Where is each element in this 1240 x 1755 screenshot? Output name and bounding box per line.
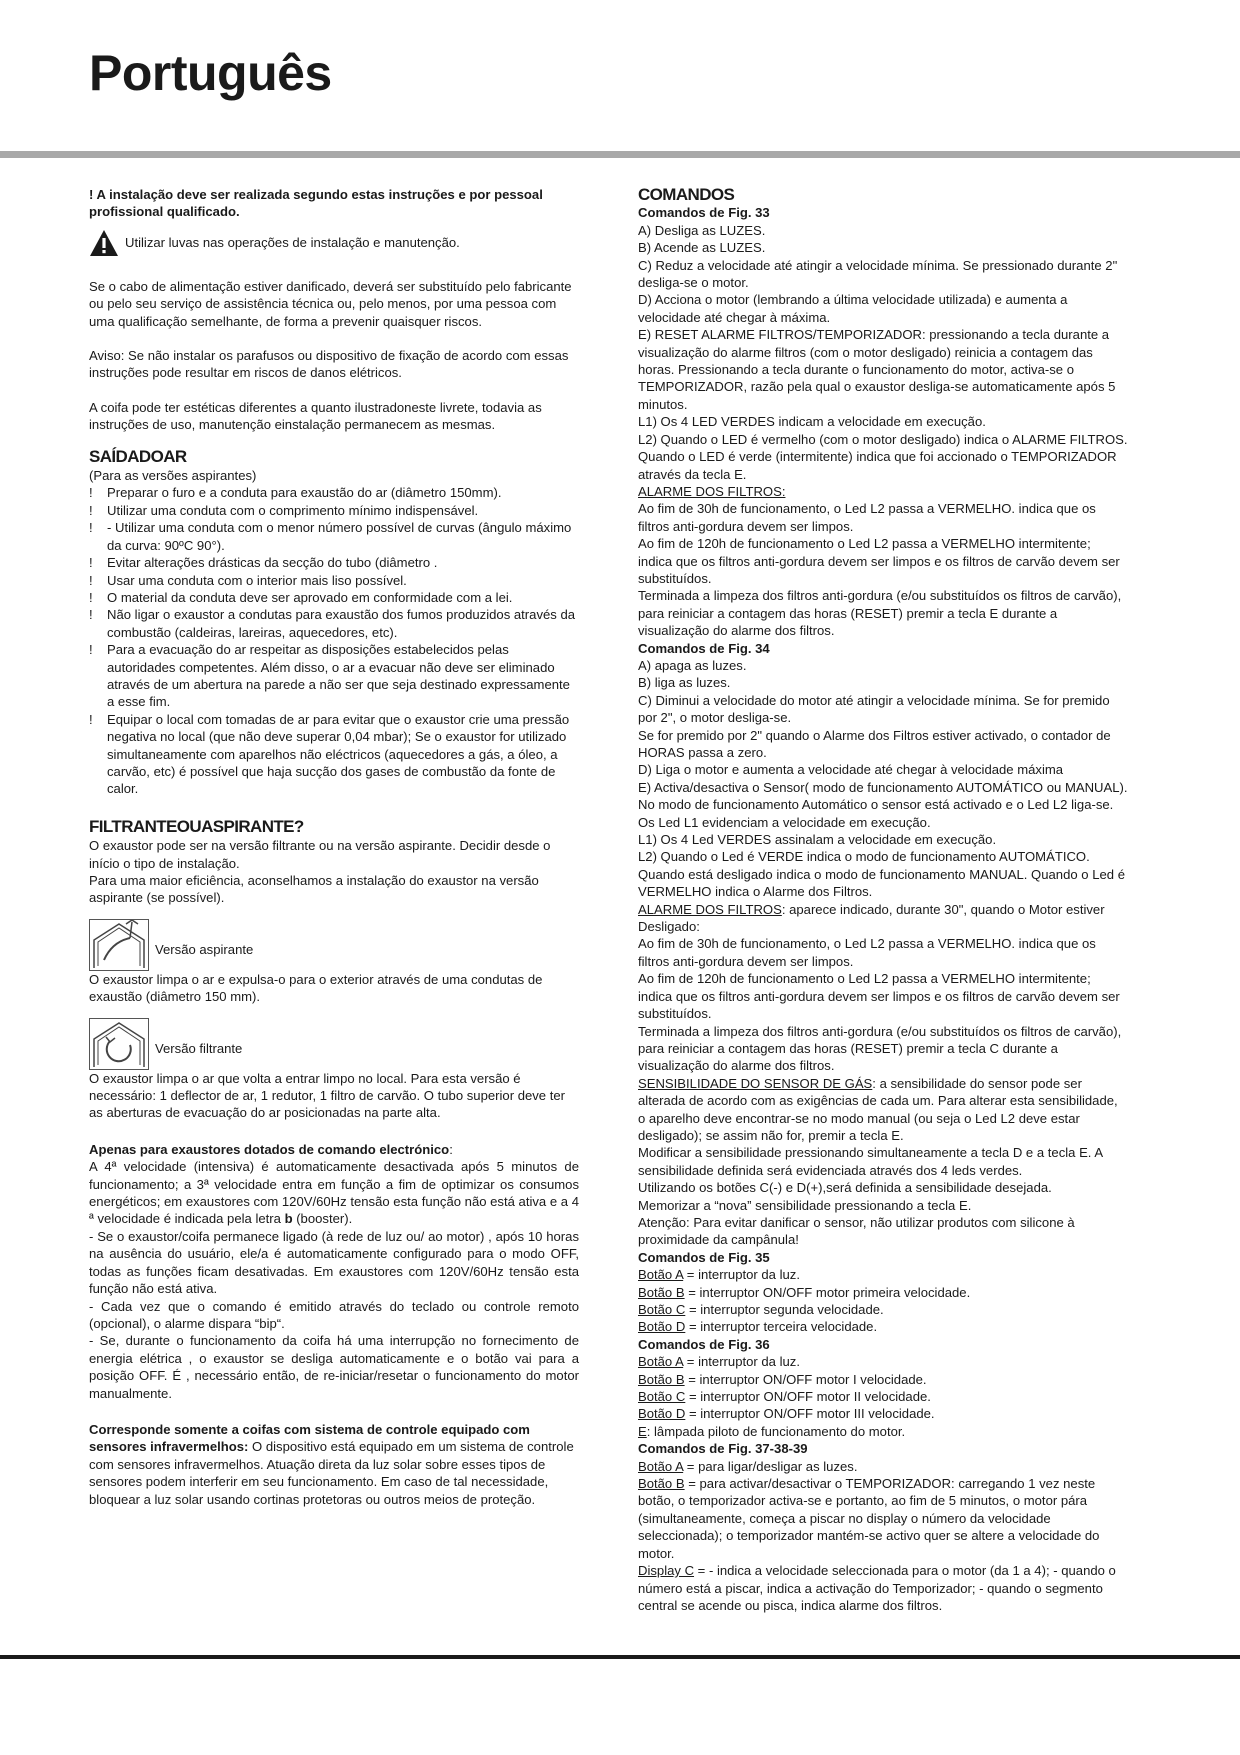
fig34-line: B) liga as luzes. xyxy=(638,675,731,691)
list-item: ! O material da conduta deve ser aprovado em conformidade com a lei. xyxy=(89,589,513,605)
fig34-filter-alarm: ALARME DOS FILTROS: aparece indicado, durante 30", quando o Motor estiver Desligado: xyxy=(638,901,1105,935)
fig33-line: C) Reduz a velocidade até atingir a velocidade mínima. Se pressionado durante 2" desliga-se o motor. xyxy=(638,257,1118,291)
fig34-heading: Comandos de Fig. 34 xyxy=(638,640,770,656)
sensitivity-line: Atenção: Para evitar danificar o sensor, não utilizar produtos com silicone à proximidade da campânula! xyxy=(638,1214,1075,1248)
filter-or-extract-heading: FILTRANTEOUASPIRANTE? xyxy=(89,816,304,836)
fig36-item: E: lâmpada piloto de funcionamento do motor. xyxy=(638,1423,906,1439)
installation-warning: ! A instalação deve ser realizada segundo estas instruções e por pessoal profissional qualificado. xyxy=(89,187,543,220)
fig33-alarm-line: Ao fim de 120h de funcionamento o Led L2 passa a VERMELHO intermitente; indica que os filtros anti-gordura devem ser limpos e os filtros de carvão devem ser substituídos. xyxy=(638,536,1120,586)
fig35-item: Botão C = interruptor segunda velocidade. xyxy=(638,1302,884,1317)
fig35-item: Botão A = interruptor da luz. xyxy=(638,1267,800,1283)
fig33-alarm-line: Terminada a limpeza dos filtros anti-gordura (e/ou substituídos os filtros de carvão), para reiniciar a contagem das horas (RESET) premir a tecla E durante a visualização do alarme dos filtros. xyxy=(638,588,1122,639)
fig33-alarm-line: Ao fim de 30h de funcionamento, o Led L2 passa a VERMELHO. indica que os filtros anti-gordura devem ser limpos. xyxy=(638,501,1096,534)
gas-sensor-sensitivity: SENSIBILIDADE DO SENSOR DE GÁS: a sensibilidade do sensor pode ser alterada de acordo com as exigências de cada um. Para alterar esta sensibilidade, o aparelho deve encontrar-se no modo manual (ou seja o Led L2 deve estar desligado); se assim não for, premir a tecla E. xyxy=(638,1075,1118,1143)
warning-triangle-icon xyxy=(89,229,119,257)
fig33-filter-alarm-label: ALARME DOS FILTROS: xyxy=(638,483,786,499)
fig34-alarm-line: Terminada a limpeza dos filtros anti-gordura (e/ou substituídos os filtros de carvão), para reiniciar a contagem das horas (RESET) premir a tecla C durante a visualização do alarme dos filtros. xyxy=(638,1023,1122,1074)
header-divider xyxy=(0,151,1240,158)
fig35-item: Botão B = interruptor ON/OFF motor primeira velocidade. xyxy=(638,1284,971,1300)
fig34-alarm-line: Ao fim de 120h de funcionamento o Led L2 passa a VERMELHO intermitente; indica que os filtros anti-gordura devem ser limpos e os filtros de carvão devem ser substituídos. xyxy=(638,971,1120,1022)
fig35-item: Botão D = interruptor terceira velocidade. xyxy=(638,1319,878,1335)
list-item: ! - Utilizar uma conduta com o menor número possível de curvas (ângulo máximo da curva: 90ºC 90°). xyxy=(89,520,572,553)
list-item: ! Para a evacuação do ar respeitar as disposições estabelecidos pelas autoridades competentes. Além disso, o ar a evacuar não deve ser eliminado através de um abertura na parede a não ser que seja destinado expressamente a esse fim. xyxy=(89,642,570,710)
fig34-line: L2) Quando o Led é VERDE indica o modo de funcionamento AUTOMÁTICO. Quando está desligado indica o modo de funcionamento MANUAL. Quando o Led é VERMELHO indica o Alarme dos Filtros. xyxy=(638,849,1125,900)
gloves-note xyxy=(89,229,579,257)
extract-version-label: Versão aspirante xyxy=(155,942,254,958)
fig36-item: Botão A = interruptor da luz. xyxy=(638,1354,800,1370)
fig36-item: Botão C = interruptor ON/OFF motor II velocidade. xyxy=(638,1389,931,1405)
fig33-line: B) Acende as LUZES. xyxy=(638,240,766,256)
filter-intro-2: Para uma maior eficiência, aconselhamos a instalação do exaustor na versão aspirante (se possível). xyxy=(89,873,539,906)
fig34-line: C) Diminui a velocidade do motor até atingir a velocidade mínima. Se for premido por 2", o motor desliga-se. xyxy=(638,692,1110,726)
fig36-item: Botão D = interruptor ON/OFF motor III velocidade. xyxy=(638,1406,935,1422)
fig37-item: Botão B = para activar/desactivar o TEMPORIZADOR: carregando 1 vez neste botão, o temporizador activa-se e portanto, ao fim de 5 minutos, o motor pára (simultaneamente, começa a piscar no display o número da velocidade seleccionada); o temporizador mantém-se activo quer se altere a velocidade do motor. xyxy=(638,1476,1100,1561)
fig37-heading: Comandos de Fig. 37-38-39 xyxy=(638,1441,808,1457)
sensitivity-line: Utilizando os botões C(-) e D(+),será definida a sensibilidade desejada. xyxy=(638,1180,1052,1196)
infrared-sensor-paragraph: Corresponde somente a coifas com sistema de controle equipado com sensores infravermelhos: O dispositivo está equipado em um sistema de controle com sensores infravermelhos. Atuação direta da luz solar sobre esses tipos de sensores podem interferir em seu funcionamento. Em caso de tal necessidade, bloquear a luz solar usando cortinas protetoras ou outros meios de proteção. xyxy=(89,1421,574,1507)
fig34-line: L1) Os 4 Led VERDES assinalam a velocidade em execução. xyxy=(638,832,997,848)
extract-version-row xyxy=(89,919,579,971)
fig33-line: L2) Quando o LED é vermelho (com o motor desligado) indica o ALARME FILTROS. Quando o LED é verde (intermitente) indica que foi accionado o TEMPORIZADOR através da tecla E. xyxy=(638,431,1128,482)
fig33-heading: Comandos de Fig. 33 xyxy=(638,205,770,221)
air-outlet-heading: SAÍDADOAR xyxy=(89,446,187,466)
list-item: ! Equipar o local com tomadas de ar para evitar que o exaustor crie uma pressão negativa no local (que não deve superar 0,04 mbar); Se o exaustor for utilizado simultaneamente com aparelhos não eléctricos (aquecedores a gás, a óleo, a carvão, etc) é possível que haja sucção dos gases de combustão da fonte de calor. xyxy=(89,711,570,797)
electronic-control-p4: - Se, durante o funcionamento da coifa há uma interrupção no fornecimento de energia elétrica , o exaustor se desliga automaticamente e o botão vai para a posição OFF. É , necessário então, de re-iniciar/resetar o funcionamento do motor manualmente. xyxy=(89,1333,579,1401)
electronic-control-p2: - Se o exaustor/coifa permanece ligado (à rede de luz ou/ ao motor) , após 10 horas na ausência do usuário, ele/a é automaticamente configurado para o modo OFF, todas as funções ficam desativadas. Em exaustores com 120V/60Hz tensão esta função não está ativa. xyxy=(89,1228,579,1297)
list-item: ! Não ligar o exaustor a condutas para exaustão dos fumos produzidos através da combustão (caldeiras, lareiras, aquecedores, etc). xyxy=(89,607,576,640)
fig36-item: Botão B = interruptor ON/OFF motor I velocidade. xyxy=(638,1371,927,1387)
list-item: ! Preparar o furo e a conduta para exaustão do ar (diâmetro 150mm). xyxy=(89,485,502,501)
extract-version-icon xyxy=(89,919,149,971)
electronic-control-p1: A 4ª velocidade (intensiva) é automaticamente desactivada após 5 minutos de funcionamento; a 3ª velocidade entra em função a fim de optimizar os consumos energéticos; em exaustores com 120V/60Hz tensão esta função não está ativa e a 4 ª velocidade é indicada pela letra b (booster). xyxy=(89,1159,579,1227)
fig33-line: D) Acciona o motor (lembrando a última velocidade utilizada) e aumenta a velocidade até chegar à máxima. xyxy=(638,292,1068,325)
filter-version-label: Versão filtrante xyxy=(155,1041,243,1057)
fig37-item: Botão A = para ligar/desligar as luzes. xyxy=(638,1458,858,1474)
list-item: ! Utilizar uma conduta com o comprimento mínimo indispensável. xyxy=(89,502,479,518)
page-title: Português xyxy=(89,45,332,101)
footer-divider xyxy=(0,1655,1240,1659)
sensitivity-line: Memorizar a “nova” sensibilidade pressionando a tecla E. xyxy=(638,1197,972,1213)
air-outlet-subtitle: (Para as versões aspirantes) xyxy=(89,468,257,484)
fig33-line: A) Desliga as LUZES. xyxy=(638,222,766,238)
fig34-line: E) Activa/desactiva o Sensor( modo de funcionamento AUTOMÁTICO ou MANUAL). No modo de funcionamento Automático o sensor está activado e o Led L2 liga-se. Os Led L1 evidenciam a velocidade em execução. xyxy=(638,779,1128,830)
filter-version-icon xyxy=(89,1018,149,1070)
left-column xyxy=(89,186,579,1508)
filter-version-row xyxy=(89,1018,579,1070)
electronic-control-heading: Apenas para exaustores dotados de comando electrónico: xyxy=(89,1141,453,1157)
list-item: ! Usar uma conduta com o interior mais liso possível. xyxy=(89,572,407,588)
fig33-line: L1) Os 4 LED VERDES indicam a velocidade em execução. xyxy=(638,414,986,430)
aesthetics-paragraph: A coifa pode ter estéticas diferentes a quanto ilustradoneste livrete, todavia as instruções de uso, manutenção einstalação permanecem as mesmas. xyxy=(89,399,542,433)
electronic-control-p3: - Cada vez que o comando é emitido através do teclado ou controle remoto (opcional), o alarme dispara “bip“. xyxy=(89,1298,579,1331)
filter-version-description: O exaustor limpa o ar que volta a entrar limpo no local. Para esta versão é necessário: 1 deflector de ar, 1 redutor, 1 filtro de carvão. O tubo superior deve ter as aberturas de evacuação do ar posicionadas na parte alta. xyxy=(89,1070,566,1121)
fig37-item: Display C = - indica a velocidade seleccionada para o motor (da 1 a 4); - quando o número está a piscar, indica a activação do Temporizador; - quando o segmento central se acende ou pisca, indica alarme dos filtros. xyxy=(638,1563,1116,1613)
fig34-line: D) Liga o motor e aumenta a velocidade até chegar à velocidade máxima xyxy=(638,762,1064,778)
fig34-alarm-line: Ao fim de 30h de funcionamento, o Led L2 passa a VERMELHO. indica que os filtros anti-gordura devem ser limpos. xyxy=(638,936,1096,969)
list-item: ! Evitar alterações drásticas da secção do tubo (diâmetro . xyxy=(89,555,438,571)
right-column xyxy=(638,186,1128,1614)
fig34-line: A) apaga as luzes. xyxy=(638,657,747,673)
screws-warning-paragraph: Aviso: Se não instalar os parafusos ou dispositivo de fixação de acordo com essas instruções pode resultar em riscos de danos elétricos. xyxy=(89,348,569,381)
cable-paragraph: Se o cabo de alimentação estiver danificado, deverá ser substituído pelo fabricante ou pelo seu serviço de assistência técnica ou, pelo menos, por uma pessoa com uma qualificação semelhante, de forma a prevenir quaisquer riscos. xyxy=(89,278,572,329)
fig34-line: Se for premido por 2" quando o Alarme dos Filtros estiver activado, o contador de HORAS passa a zero. xyxy=(638,727,1111,760)
fig35-heading: Comandos de Fig. 35 xyxy=(638,1249,770,1265)
filter-intro-1: O exaustor pode ser na versão filtrante ou na versão aspirante. Decidir desde o início o tipo de instalação. xyxy=(89,838,551,871)
extract-version-description: O exaustor limpa o ar e expulsa-o para o exterior através de uma condutas de exaustão (diâmetro 150 mm). xyxy=(89,971,543,1005)
fig36-heading: Comandos de Fig. 36 xyxy=(638,1336,770,1352)
sensitivity-line: Modificar a sensibilidade pressionando simultaneamente a tecla D e a tecla E. A sensibilidade definida será evidenciada através dos 4 leds verdes. xyxy=(638,1145,1103,1178)
fig33-line: E) RESET ALARME FILTROS/TEMPORIZADOR: pressionando a tecla durante a visualização do alarme filtros (com o motor desligado) reinicia a contagem das horas. Pressionando a tecla durante o funcionamento do motor, activa-se o TEMPORIZADOR, razão pela qual o exaustor desliga-se automaticamente após 5 minutos. xyxy=(638,327,1116,412)
gloves-text: Utilizar luvas nas operações de instalação e manutenção. xyxy=(125,235,460,251)
air-outlet-list xyxy=(89,484,579,797)
commands-heading: COMANDOS xyxy=(638,185,735,204)
